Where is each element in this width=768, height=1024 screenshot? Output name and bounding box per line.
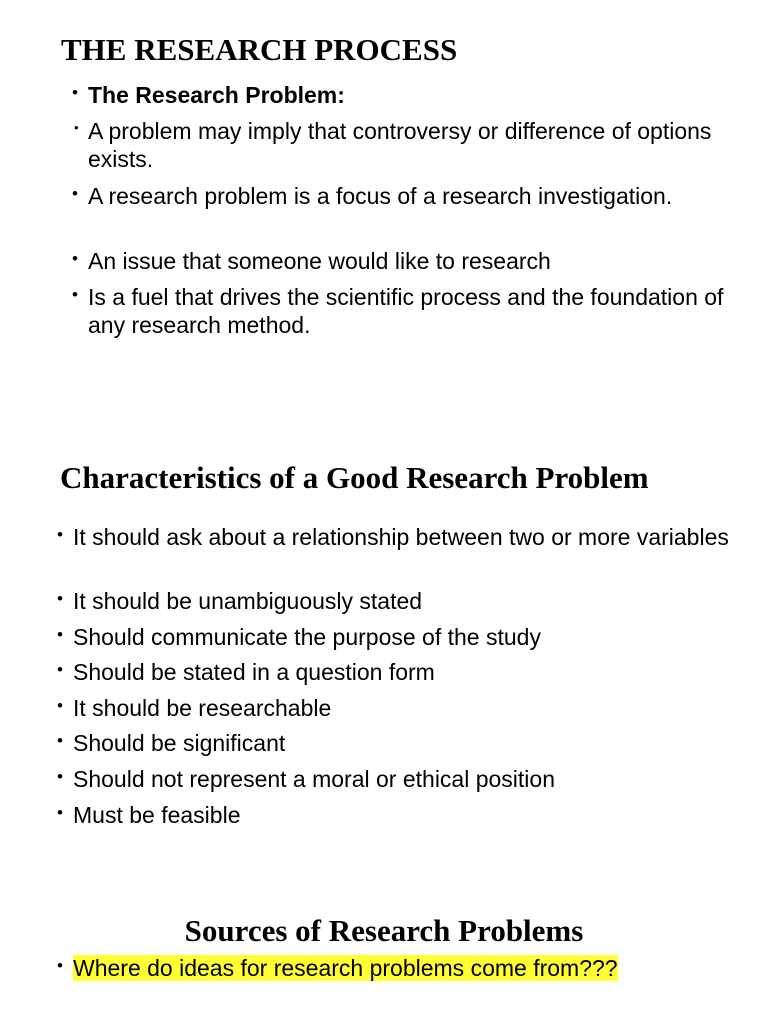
list-item — [72, 283, 748, 339]
highlighted-question-text: Where do ideas for research problems come from??? — [73, 955, 618, 981]
list-item-text: Should be significant — [73, 730, 286, 756]
list-item — [57, 765, 753, 793]
section-title-characteristics: Characteristics of a Good Research Problem — [60, 460, 649, 495]
bullet-icon: • — [72, 285, 78, 304]
bullet-icon: • — [57, 956, 63, 975]
list-item — [57, 729, 753, 757]
list-item-text: Must be feasible — [73, 802, 241, 828]
list-item — [72, 81, 748, 109]
list-item — [57, 523, 753, 551]
section-title-research-process: THE RESEARCH PROCESS — [61, 32, 458, 67]
bullet-icon: • — [72, 249, 78, 268]
list-item-text: It should ask about a relationship between two or more variables — [73, 524, 729, 550]
list-item-text: It should be researchable — [73, 695, 332, 721]
list-item-text: Should not represent a moral or ethical position — [73, 766, 556, 792]
section-title-sources: Sources of Research Problems — [184, 913, 584, 948]
list-item-text: A problem may imply that controversy or difference of options exists. — [88, 118, 712, 172]
bullet-icon: • — [57, 803, 63, 822]
bullet-icon: • — [57, 525, 63, 544]
bullet-icon: • — [72, 83, 78, 102]
list-item-text: Should be stated in a question form — [73, 659, 435, 685]
list-item-text: It should be unambiguously stated — [73, 588, 423, 614]
list-item — [72, 182, 748, 210]
list-item-text: A research problem is a focus of a research investigation. — [88, 183, 673, 209]
list-item — [57, 658, 753, 686]
list-item-text: Is a fuel that drives the scientific process and the foundation of any research method. — [88, 284, 724, 338]
list-item-text: Should communicate the purpose of the study — [73, 624, 541, 650]
bullet-icon: • — [57, 731, 63, 750]
list-item — [57, 801, 753, 829]
bullet-icon: • — [57, 767, 63, 786]
bullet-icon: • — [57, 696, 63, 715]
bullet-icon: • — [74, 120, 79, 135]
bullet-icon: • — [57, 625, 63, 644]
list-item — [72, 247, 748, 275]
bullet-icon: • — [57, 589, 63, 608]
bullet-icon: • — [72, 184, 78, 203]
list-item-text: An issue that someone would like to research — [88, 248, 551, 274]
list-item — [57, 694, 753, 722]
list-item — [74, 117, 748, 173]
bullet-icon: • — [57, 660, 63, 679]
list-item-text: The Research Problem: — [88, 82, 345, 108]
list-item — [57, 954, 733, 982]
list-item — [57, 587, 753, 615]
list-item — [57, 623, 753, 651]
